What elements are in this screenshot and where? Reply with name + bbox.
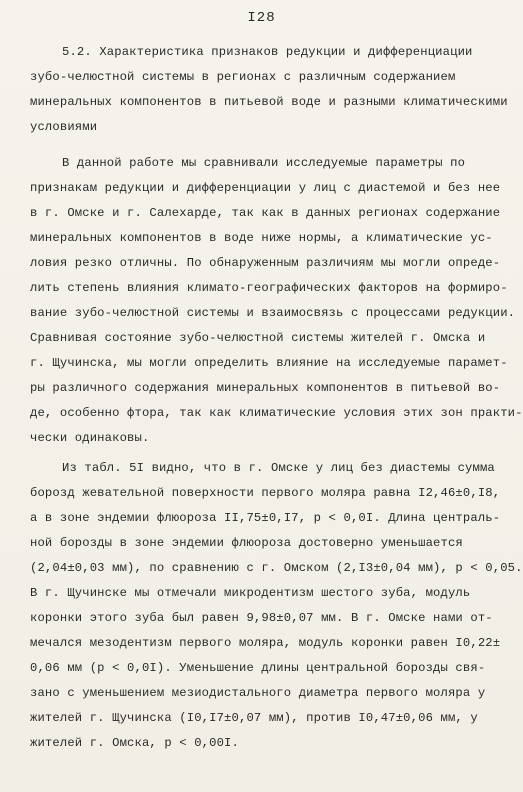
paragraph-1-line-8: Сравнивая состояние зубо-челюстной системы жителей г. Омска и	[30, 331, 486, 345]
paragraph-2-line-4: ной борозды в зоне эндемии флюороза достоверно уменьшается	[30, 536, 463, 550]
paragraph-2-line-9: 0,06 мм (р < 0,0I). Уменьшение длины центральной борозды свя-	[30, 661, 486, 675]
paragraph-1-line-4: минеральных компонентов в воде ниже нормы, а климатические ус-	[30, 231, 493, 245]
paragraph-1-line-12: чески одинаковы.	[30, 431, 150, 445]
section-heading-line-1: 5.2. Характеристика признаков редукции и дифференциации	[62, 45, 473, 59]
paragraph-2-line-11: жителей г. Щучинска (I0,I7±0,07 мм), против I0,47±0,06 мм, у	[30, 711, 478, 725]
paragraph-1-line-9: г. Щучинска, мы могли определить влияние на исследуемые парамет-	[30, 356, 508, 370]
paragraph-1-line-5: ловия резко отличны. По обнаруженным различиям мы могли опреде-	[30, 256, 501, 270]
paragraph-2-line-1: Из табл. 5I видно, что в г. Омске у лиц без диастемы сумма	[62, 461, 495, 475]
section-heading-line-2: зубо-челюстной системы в регионах с различным содержанием	[30, 70, 456, 84]
page-number: I28	[247, 10, 276, 26]
paragraph-1-line-6: лить степень влияния климато-географических факторов на формиро-	[30, 281, 508, 295]
paragraph-2-line-3: а в зоне эндемии флюороза II,75±0,I7, р < 0,0I. Длина централь-	[30, 511, 501, 525]
paragraph-1-line-3: в г. Омске и г. Салехарде, так как в данных регионах содержание	[30, 206, 501, 220]
paragraph-2-line-8: мечался мезодентизм первого моляра, модуль коронки равен I0,22±	[30, 636, 501, 650]
paragraph-2-line-6: В г. Щучинске мы отмечали микродентизм шестого зуба, модуль	[30, 586, 471, 600]
paragraph-1-line-10: ры различного содержания минеральных компонентов в питьевой во-	[30, 381, 501, 395]
paragraph-2-line-7: коронки этого зуба был равен 9,98±0,07 мм. В г. Омске нами от-	[30, 611, 493, 625]
paragraph-1-line-7: вание зубо-челюстной системы и взаимосвязь с процессами редукции.	[30, 306, 516, 320]
paragraph-2-line-12: жителей г. Омска, р < 0,00I.	[30, 736, 239, 750]
paragraph-1-line-2: признакам редукции и дифференциации у лиц с диастемой и без нее	[30, 181, 501, 195]
section-heading-line-4: условиями	[30, 120, 98, 134]
paragraph-2-line-2: борозд жевательной поверхности первого моляра равна I2,46±0,I8,	[30, 486, 501, 500]
paragraph-1-line-11: де, особенно фтора, так как климатические условия этих зон практи-	[30, 406, 523, 420]
paragraph-2-line-5: (2,04±0,03 мм), по сравнению с г. Омском (2,I3±0,04 мм), р < 0,05.	[30, 561, 523, 575]
paragraph-2-line-10: зано с уменьшением мезиодистального диаметра первого моляра у	[30, 686, 486, 700]
paragraph-1-line-1: В данной работе мы сравнивали исследуемые параметры по	[62, 156, 466, 170]
section-heading-line-3: минеральных компонентов в питьевой воде и разными климатическими	[30, 95, 508, 109]
